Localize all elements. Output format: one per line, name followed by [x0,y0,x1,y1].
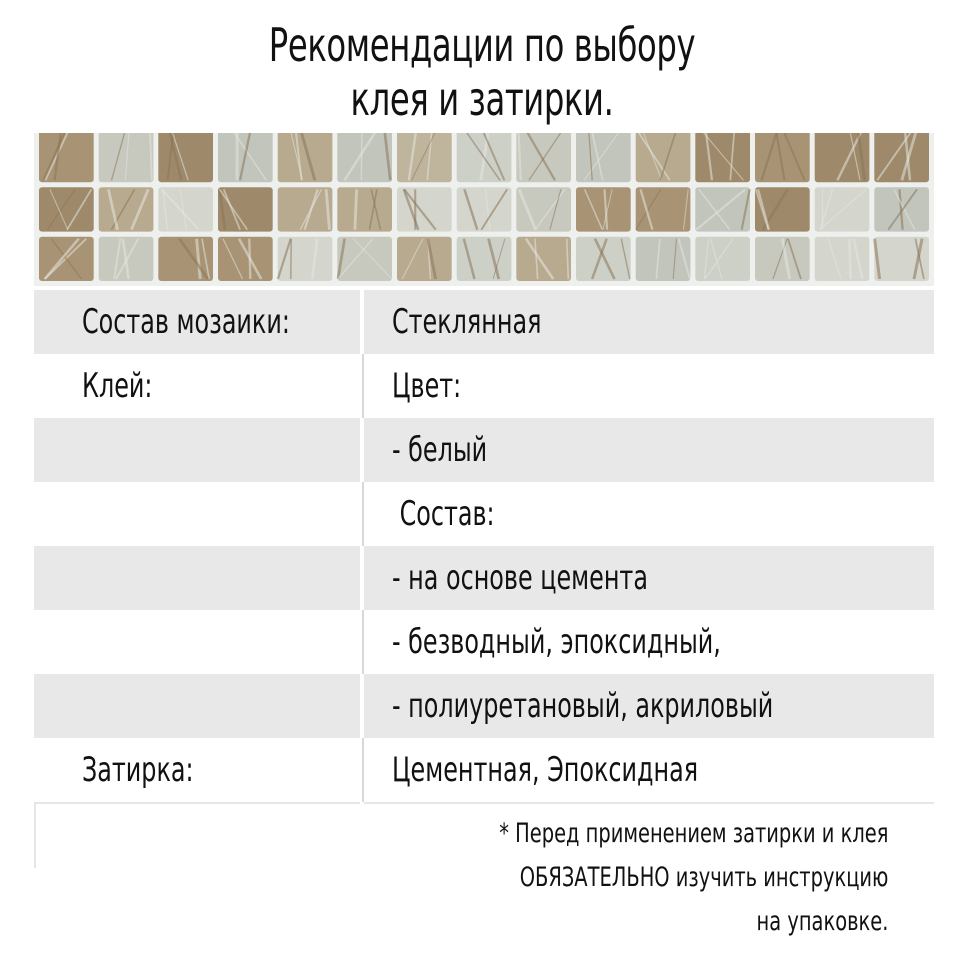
spec-row-label-cell [34,674,360,738]
footnote-line-1: * Перед применением затирки и клея [498,818,888,849]
mosaic-tile [636,237,691,281]
mosaic-tile-streak [361,133,362,180]
page-title [106,18,858,126]
spec-row-value: Цементная, Эпоксидная [392,750,699,790]
spec-row-label: Состав мозаики: [82,302,290,342]
spec-row-value: - белый [392,430,488,470]
footnote-line-3: на упаковке. [756,906,888,937]
spec-row-label-cell [34,546,360,610]
mosaic-tile [397,237,452,281]
spec-row-label-cell [34,354,360,418]
mosaic-tile [397,133,452,182]
mosaic-tile [695,237,750,281]
spec-row-label-cell [34,802,360,868]
spec-table [34,290,934,868]
mosaic-tile [576,187,631,231]
mosaic-tile-streak [249,239,250,279]
mosaic-tile-streak [850,239,851,279]
spec-row-value-cell [364,290,934,354]
mosaic-tile [39,187,94,231]
mosaic-tile-streak [355,189,357,229]
mosaic-tile [337,133,392,182]
spec-row [34,738,934,802]
footnote-line-2: ОБЯЗАТЕЛЬНО изучить инструкцию [519,862,888,893]
spec-row-label-cell [34,418,360,482]
spec-row-value-cell [362,482,932,546]
spec-row-value-cell [362,610,932,674]
footnote [499,812,888,944]
mosaic-tile [695,133,750,182]
spec-row-label-cell [34,738,360,802]
mosaic-tile [516,237,571,281]
spec-row-value: - безводный, эпоксидный, [392,622,721,662]
mosaic-tile [516,187,571,231]
spec-row-label-cell [34,610,360,674]
spec-row [34,482,934,546]
mosaic-tile [576,133,631,182]
spec-row-value: Стеклянная [392,302,542,342]
spec-row [34,546,934,610]
mosaic-tile [278,237,333,281]
spec-row-value: Состав: [392,494,495,534]
mosaic-tile [218,237,273,281]
spec-row-label: Клей: [82,366,153,406]
mosaic-sample-image [34,133,934,286]
spec-row-value-cell [364,418,934,482]
spec-row-value: - полиуретановый, акриловый [392,686,774,726]
mosaic-tile [874,133,929,182]
spec-row-label-cell [34,290,360,354]
spec-row [34,674,934,738]
spec-row-value-cell [364,546,934,610]
spec-row-value: Цвет: [392,366,462,406]
mosaic-tile [636,187,691,231]
spec-row [34,354,934,418]
spec-row [34,418,934,482]
spec-row-label-cell [34,482,360,546]
spec-row [34,610,934,674]
spec-row-value-cell [362,354,932,418]
spec-row-value: - на основе цемента [392,558,648,598]
title-line-1: Рекомендации по выбору [268,18,696,72]
spec-row-value-cell [364,674,934,738]
mosaic-tile [337,187,392,231]
spec-row-label: Затирка: [82,750,194,790]
mosaic-tile [158,133,213,182]
title-line-2: клея и затирки. [350,72,614,126]
mosaic-tile [337,237,392,281]
spec-row [34,290,934,354]
spec-row-value-cell [362,738,932,802]
